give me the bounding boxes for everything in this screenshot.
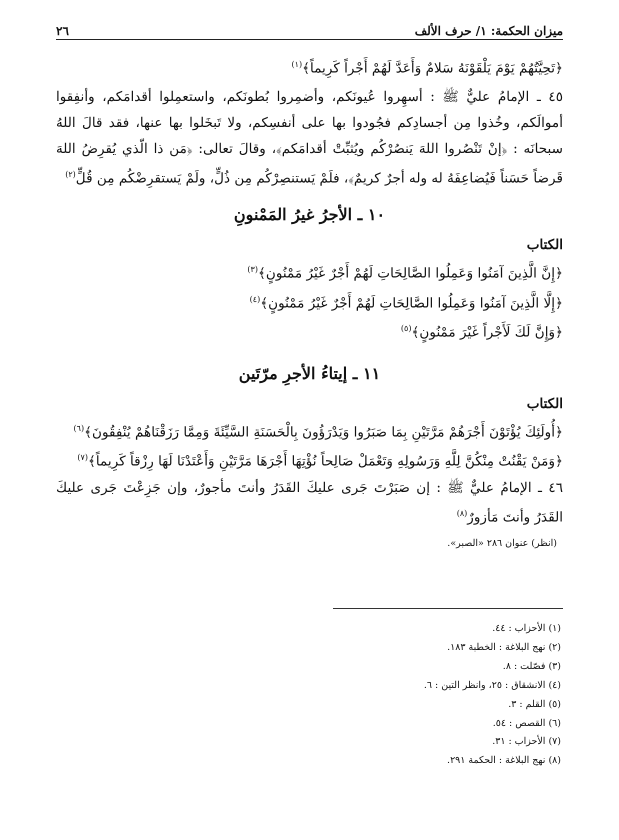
section-11-verse-2 bbox=[56, 445, 563, 475]
footnotes bbox=[261, 620, 561, 771]
section-10-verse-3 bbox=[56, 316, 563, 346]
footnote-divider bbox=[333, 608, 563, 609]
footnote-ref: (١) bbox=[291, 60, 303, 69]
see-also-note: (انظر) عنوان ٢٨٦ «الصبر». bbox=[447, 538, 557, 550]
footnote: (٢) نهج البلاغة : الخطبة ١٨٣. bbox=[447, 641, 561, 653]
verse-text: ﴿إِلَّا الَّذِينَ آمَنُوا وَعَمِلُوا الصَّالِحَاتِ لَهُمْ أَجْرٌ غَيْرُ مَمْنُونٍ﴾ bbox=[260, 295, 563, 312]
footnote: (٤) الانشقاق : ٢٥، وانظر التين : ٦. bbox=[423, 679, 561, 691]
section-10-book-label: الكتاب bbox=[526, 237, 563, 254]
section-10-title: ١٠ ـ الأجرُ غيرُ المَمْنونِ bbox=[233, 205, 386, 225]
verse-text: ﴿وَمَنْ يَقْنُتْ مِنْكُنَّ لِلَّهِ وَرَسُولِهِ وَتَعْمَلْ صَالِحاً نُؤْتِهَا أَجْرَهَا مَرَّتَيْنِ وَأَعْتَدْنَا لَهَا رِزْقاً كَرِيماً﴾ bbox=[87, 453, 563, 470]
section-10-verse-1 bbox=[56, 257, 563, 287]
hadith-45 bbox=[56, 84, 563, 192]
verse-text: ﴿أُولَئِكَ يُؤْتَوْنَ أَجْرَهُمْ مَرَّتَيْنِ بِمَا صَبَرُوا وَيَدْرَؤُونَ بِالْحَسَنَةِ السَّيِّئَةَ وَمِمَّا رَزَقْنَاهُمْ يُنْفِقُونَ﴾ bbox=[84, 424, 563, 441]
footnote: (٨) نهج البلاغة : الحكمة ٢٩١. bbox=[447, 755, 561, 767]
verse-text: ﴿إِنَّ الَّذِينَ آمَنُوا وَعَمِلُوا الصَّالِحَاتِ لَهُمْ أَجْرٌ غَيْرُ مَمْنُونٍ﴾ bbox=[257, 265, 563, 282]
hadith-45-text: ٤٥ ـ الإمامُ عليٌّ ﷺ : أسهِروا عُيونَكم، وأضمِروا بُطونَكم، واستعمِلوا أقدامَكم، وأنفِقوا أموالَكم، وخُذوا مِن أجسادِكم فجُودوا بها على أنفسِكم، ولا تَبخَلوا بها عنها، فقد قالَ اللهُ سبحانَه : ﴿إنْ تَنْصُروا اللهَ يَنصُرْكُم ويُثبِّتْ أقدامَكم﴾، وقالَ تعالى: ﴿مَن ذا الّذي يُقرِضُ اللهَ قَرضاً حَسَناً فَيُضاعِفَهُ له وله أجرٌ كريمٌ﴾، فلَمْ يَستنصِرْكُم مِن ذُلٍّ، ولَمْ يَستقرِضْكُم مِن قُلٍّ bbox=[56, 88, 563, 187]
page-body bbox=[56, 52, 563, 554]
footnote: (١) الأحزاب : ٤٤. bbox=[492, 623, 561, 634]
section-10-verse-2 bbox=[56, 287, 563, 317]
hadith-46-text: ٤٦ ـ الإمامُ عليٌّ ﷺ : إن صَبَرْتَ جَرى عليكَ القَدَرُ وأنتَ مأجورٌ، وإن جَزِعْتَ جَرى عليكَ القَدَرُ وأنتَ مَأزورٌ bbox=[56, 479, 563, 526]
hadith-46 bbox=[56, 475, 563, 531]
footnote-ref: (٢) bbox=[65, 169, 76, 179]
opening-verse-text: ﴿تَحِيَّتُهُمْ يَوْمَ يَلْقَوْنَهُ سَلامٌ وَأَعَدَّ لَهُمْ أَجْراً كَرِيماً﴾ bbox=[302, 60, 563, 77]
footnote-ref: (٦) bbox=[73, 423, 85, 433]
footnote: (٥) القلم : ٣. bbox=[508, 698, 561, 710]
running-title: ميزان الحكمة: ١/ حرف الألف bbox=[414, 24, 563, 38]
page-header bbox=[56, 16, 563, 38]
footnote-ref: (٣) bbox=[247, 265, 258, 275]
footnote: (٧) الأحزاب : ٣١. bbox=[492, 736, 561, 748]
footnote: (٦) القصص : ٥٤. bbox=[492, 717, 561, 729]
section-11-verse-1 bbox=[56, 416, 563, 446]
footnote-ref: (٥) bbox=[400, 324, 412, 334]
section-11-title: ١١ ـ إيتاءُ الأجرِ مرّتَين bbox=[238, 363, 381, 383]
footnote: (٣) فصّلت : ٨. bbox=[502, 660, 561, 672]
page-number: ٢٦ bbox=[56, 24, 69, 38]
footnote-ref: (٧) bbox=[77, 453, 88, 463]
footnote-ref: (٤) bbox=[249, 294, 261, 304]
verse-text: ﴿وَإِنَّ لَكَ لَأَجْراً غَيْرَ مَمْنُونٍ﴾ bbox=[411, 324, 563, 341]
footnote-ref: (٨) bbox=[456, 508, 468, 518]
section-11-book-label: الكتاب bbox=[526, 395, 563, 412]
opening-verse bbox=[56, 52, 563, 82]
header-divider bbox=[56, 39, 563, 40]
